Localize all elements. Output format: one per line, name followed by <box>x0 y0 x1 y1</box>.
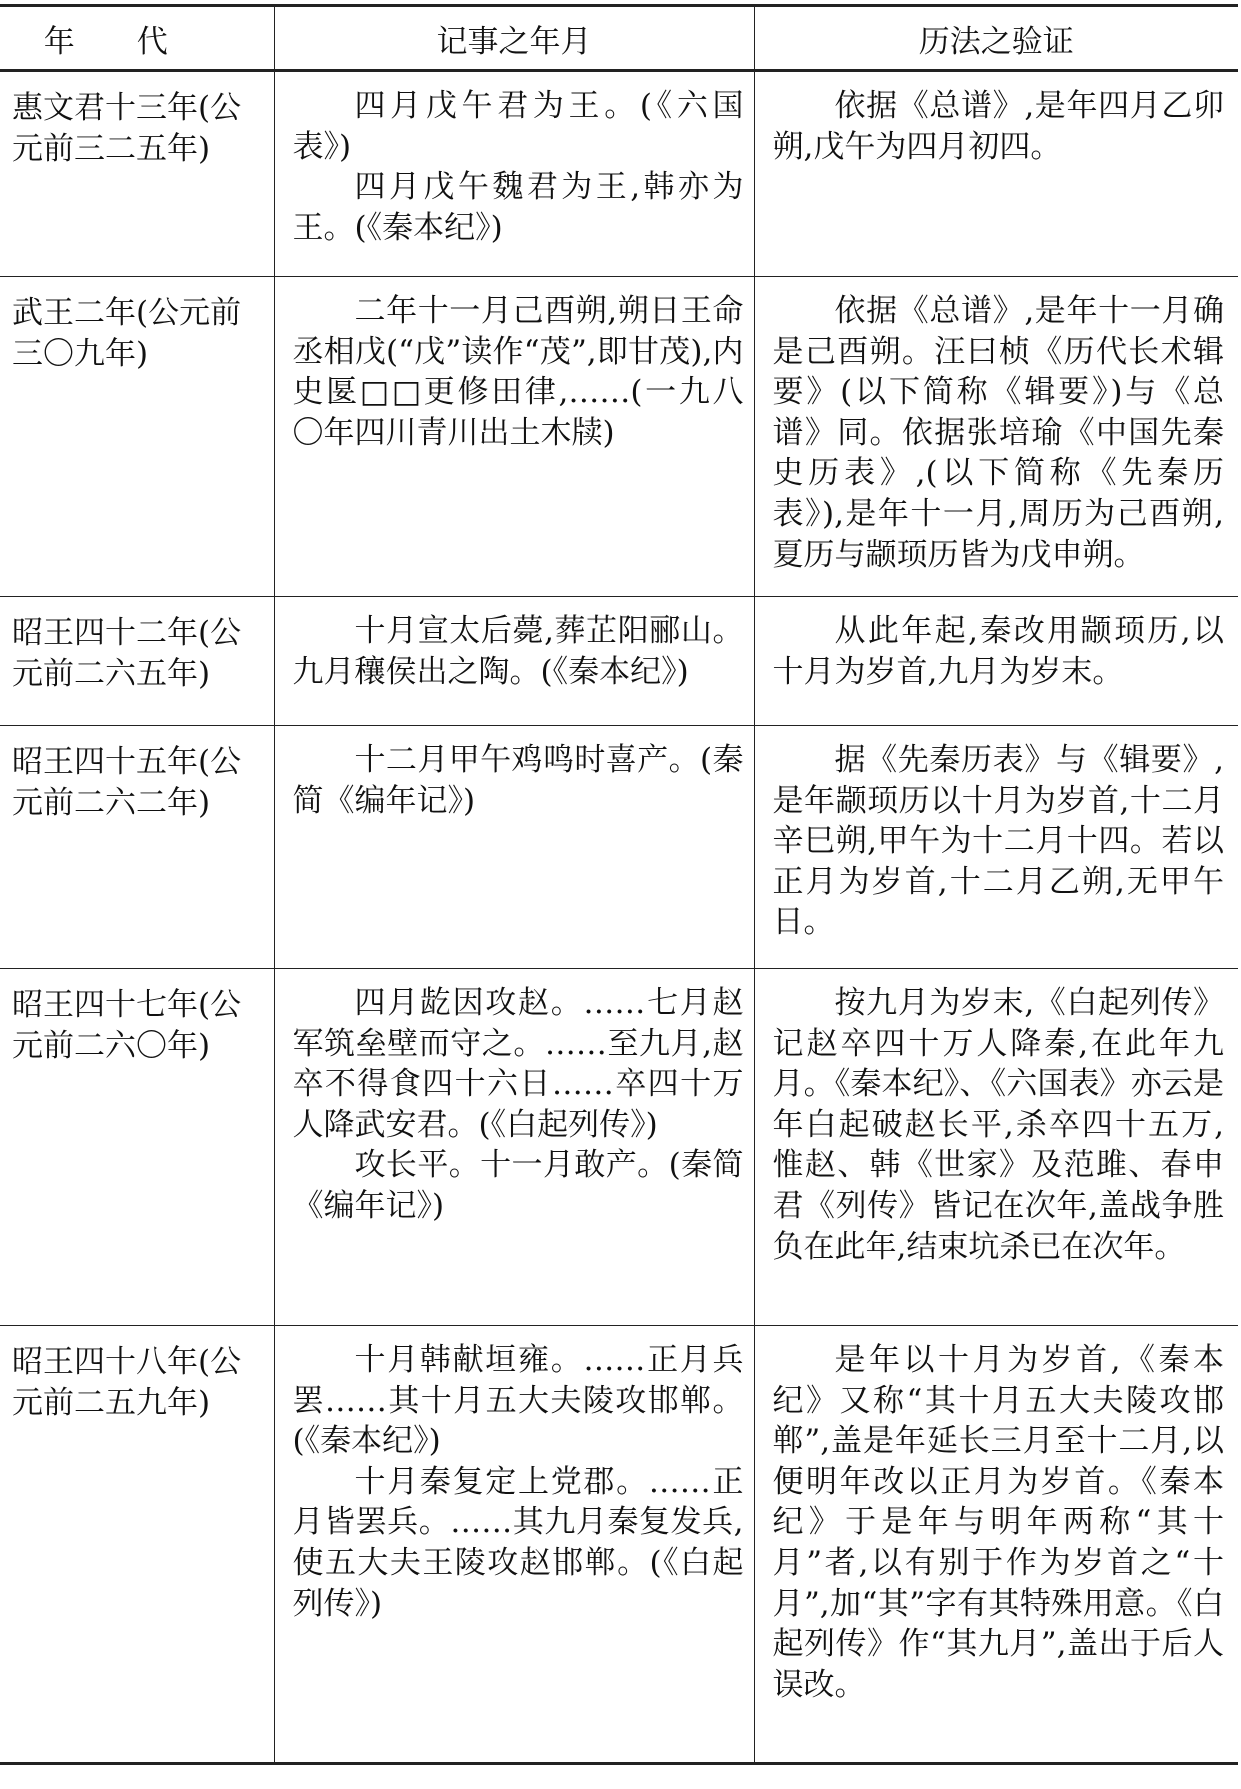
verification-cell <box>754 969 1238 1326</box>
era-cell: 昭王四十八年(公元前二五九年) <box>0 1326 274 1764</box>
table-row <box>0 597 1238 726</box>
era-cell: 昭王四十五年(公元前二六二年) <box>0 726 274 969</box>
records-cell <box>274 277 754 597</box>
table-row <box>0 277 1238 597</box>
table-row <box>0 1326 1238 1764</box>
verification-paragraph: 从此年起,秦改用颛顼历,以十月为岁首,九月为岁末。 <box>772 613 1224 690</box>
era-cell: 惠文君十三年(公元前三二五年) <box>0 71 274 277</box>
verification-paragraph: 据《先秦历表》与《辑要》,是年颛顼历以十月为岁首,十二月辛巳朔,甲午为十二月十四。若以正月为岁首,十二月乙朔,无甲午日。 <box>772 742 1224 941</box>
era-cell: 昭王四十二年(公元前二六五年) <box>0 597 274 726</box>
records-cell <box>274 71 754 277</box>
era-cell: 武王二年(公元前三〇九年) <box>0 277 274 597</box>
records-cell <box>274 597 754 726</box>
record-paragraph: 十月宣太后薨,葬芷阳郦山。九月穰侯出之陶。(《秦本纪》) <box>292 613 744 690</box>
records-cell <box>274 969 754 1326</box>
record-paragraph: 十二月甲午鸡鸣时喜产。(秦简《编年记》) <box>292 742 744 819</box>
table-row <box>0 71 1238 277</box>
table-row <box>0 969 1238 1326</box>
verification-paragraph: 依据《总谱》,是年十一月确是己酉朔。汪曰桢《历代长术辑要》(以下简称《辑要》)与《总谱》同。依据张培瑜《中国先秦史历表》,(以下简称《先秦历表》),是年十一月,周历为己酉朔,夏历与颛顼历皆为戊申朔。 <box>772 293 1224 573</box>
table-header-row <box>0 6 1238 71</box>
header-era: 年代 <box>0 6 274 71</box>
verification-paragraph: 是年以十月为岁首,《秦本纪》又称“其十月五大夫陵攻邯郸”,盖是年延长三月至十二月,以便明年改以正月为岁首。《秦本纪》于是年与明年两称“其十月”者,以有别于作为岁首之“十月”,加“其”字有其特殊用意。《白起列传》作“其九月”,盖出于后人误改。 <box>772 1342 1224 1703</box>
record-paragraph: 四月戊午君为王。(《六国表》) <box>292 88 744 165</box>
verification-paragraph: 按九月为岁末,《白起列传》记赵卒四十万人降秦,在此年九月。《秦本纪》、《六国表》亦云是年白起破赵长平,杀卒四十五万,惟赵、韩《世家》及范雎、春申君《列传》皆记在次年,盖战争胜负在此年,结束坑杀已在次年。 <box>772 985 1224 1265</box>
verification-cell <box>754 597 1238 726</box>
record-paragraph: 攻长平。十一月敢产。(秦简《编年记》) <box>292 1147 744 1224</box>
record-paragraph: 十月韩献垣雍。……正月兵罢……其十月五大夫陵攻邯郸。(《秦本纪》) <box>292 1342 744 1460</box>
table-row <box>0 726 1238 969</box>
records-cell <box>274 726 754 969</box>
verification-paragraph: 依据《总谱》,是年四月乙卯朔,戊午为四月初四。 <box>772 88 1224 165</box>
records-cell <box>274 1326 754 1764</box>
verification-cell <box>754 71 1238 277</box>
era-cell: 昭王四十七年(公元前二六〇年) <box>0 969 274 1326</box>
record-paragraph: 十月秦复定上党郡。……正月皆罢兵。……其九月秦复发兵,使五大夫王陵攻赵邯郸。(《白起列传》) <box>292 1463 744 1622</box>
header-verification: 历法之验证 <box>754 6 1238 71</box>
verification-cell <box>754 1326 1238 1764</box>
chronology-table <box>0 4 1238 1765</box>
header-records: 记事之年月 <box>274 6 754 71</box>
record-paragraph: 四月龁因攻赵。……七月赵军筑垒壁而守之。……至九月,赵卒不得食四十六日……卒四十万人降武安君。(《白起列传》) <box>292 985 744 1143</box>
record-paragraph: 四月戊午魏君为王,韩亦为王。(《秦本纪》) <box>292 169 744 246</box>
record-paragraph: 二年十一月己酉朔,朔日王命丞相戊(“戊”读作“茂”,即甘茂),内史匽□□更修田律,……(一九八〇年四川青川出土木牍) <box>292 293 744 451</box>
verification-cell <box>754 726 1238 969</box>
verification-cell <box>754 277 1238 597</box>
